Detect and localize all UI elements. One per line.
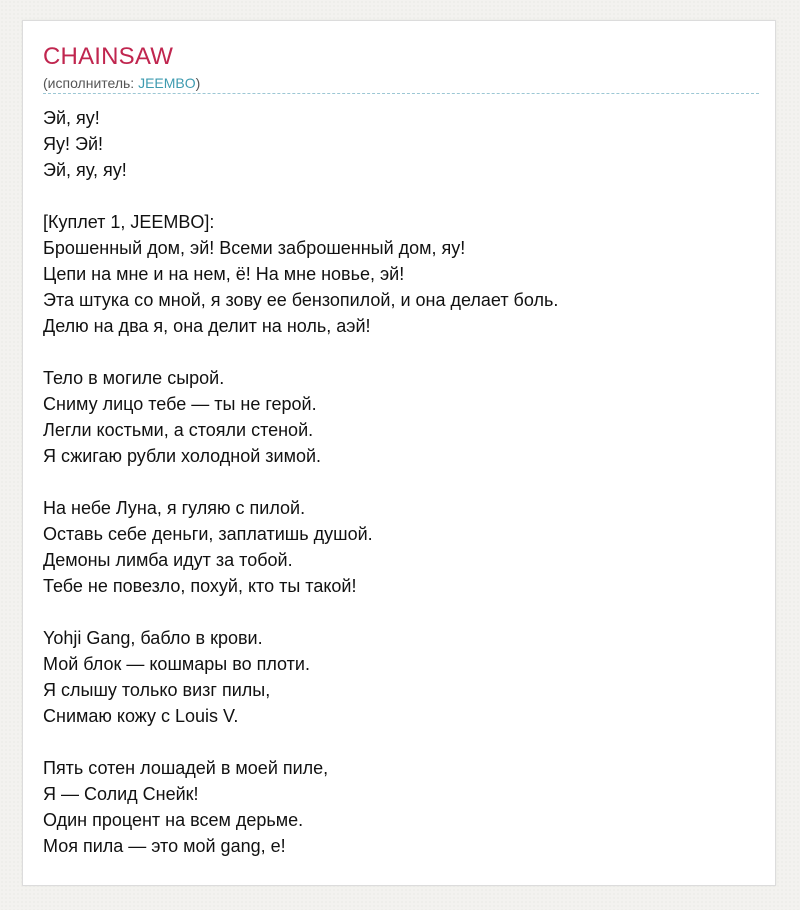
lyric-line: Тебе не повезло, похуй, кто ты такой! (43, 576, 357, 596)
lyric-line: Цепи на мне и на нем, ё! На мне новье, эй! (43, 264, 405, 284)
lyric-line: Делю на два я, она делит на ноль, аэй! (43, 316, 371, 336)
lyric-line: Я сжигаю рубли холодной зимой. (43, 446, 322, 466)
lyric-line: Мой блок — кошмары во плоти. (43, 654, 310, 674)
lyric-line: Эй, яу, яу! (43, 160, 127, 180)
lyric-line: На небе Луна, я гуляю с пилой. (43, 498, 306, 518)
stanza (43, 209, 759, 339)
lyric-line: Яу! Эй! (43, 134, 103, 154)
artist-suffix: ) (195, 75, 201, 91)
title-divider (43, 93, 759, 94)
lyrics-card (22, 20, 776, 886)
stanza (43, 105, 759, 183)
lyric-line: Легли костьми, а стояли стеной. (43, 420, 314, 440)
artist-line (43, 74, 200, 92)
lyric-line: Оставь себе деньги, заплатишь душой. (43, 524, 373, 544)
lyric-line: Сниму лицо тебе — ты не герой. (43, 394, 317, 414)
lyric-line: Моя пила — это мой gang, е! (43, 836, 286, 856)
lyrics-body (43, 105, 759, 859)
lyric-line: Эта штука со мной, я зову ее бензопилой, и она делает боль. (43, 290, 559, 310)
lyric-line: Я — Солид Снейк! (43, 784, 199, 804)
song-title: CHAINSAW (43, 43, 174, 70)
lyric-line: Эй, яу! (43, 108, 100, 128)
stanza (43, 495, 759, 599)
lyric-line: Я слышу только визг пилы, (43, 680, 271, 700)
lyric-line: Брошенный дом, эй! Всеми заброшенный дом, яу! (43, 238, 466, 258)
stanza (43, 755, 759, 859)
stanza (43, 365, 759, 469)
lyric-line: Демоны лимба идут за тобой. (43, 550, 293, 570)
lyric-line: Один процент на всем дерьме. (43, 810, 304, 830)
lyric-line: Пять сотен лошадей в моей пиле, (43, 758, 329, 778)
lyric-line: Yohji Gang, бабло в крови. (43, 628, 263, 648)
artist-prefix: (исполнитель: (43, 75, 139, 91)
stanza (43, 625, 759, 729)
lyric-line: Снимаю кожу с Louis V. (43, 706, 239, 726)
verse-heading: [Куплет 1, JEEMBO]: (43, 212, 215, 232)
artist-link[interactable]: JEEMBO (138, 75, 196, 91)
lyric-line: Тело в могиле сырой. (43, 368, 225, 388)
